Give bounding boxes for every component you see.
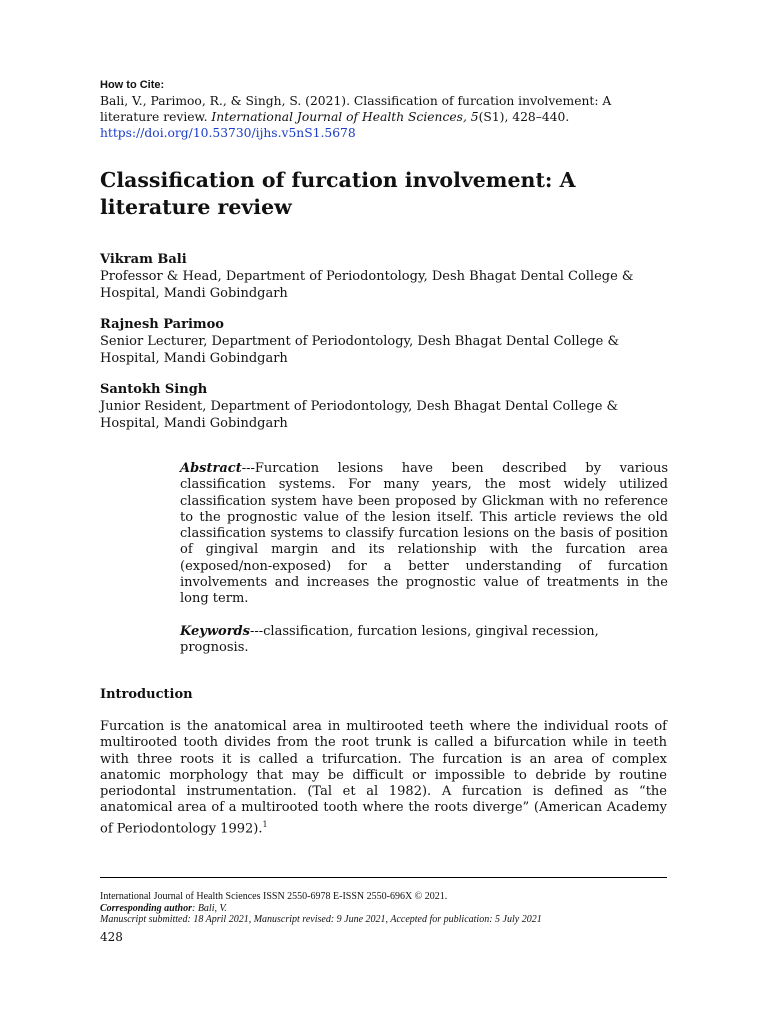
citation-journal: International Journal of Health Sciences, 5 (211, 110, 479, 124)
author-affiliation-line2: Hospital, Mandi Gobindgarh (100, 286, 288, 301)
how-to-cite-label (100, 77, 670, 93)
author-name: Vikram Bali (100, 252, 187, 267)
how-to-cite-colon: : (160, 79, 165, 91)
how-to-cite-label-text: How to Cite (100, 79, 161, 91)
article-title: Classification of furcation involvement: A literature review (100, 168, 576, 219)
author-affiliation-line1: Senior Lecturer, Department of Periodontology, Desh Bhagat Dental College & (100, 334, 620, 349)
keywords-label: Keywords (180, 624, 250, 639)
keywords-text: ---classification, furcation lesions, gingival recession, prognosis. (180, 624, 599, 656)
page-number: 428 (100, 930, 123, 944)
introduction-text: Furcation is the anatomical area in multirooted teeth where the individual roots of multirooted tooth divides from the root trunk is called a bifurcation while in teeth with three roots it is called a trifurcation. The furcation is an area of complex anatomic morphology that may be difficult or impossible to debride by routine periodontal instrumentation. (Tal et al 1982). A furcation is defined as “the anatomical area of a multirooted tooth where the roots diverge” (American Academy of Periodontology 1992). (100, 719, 667, 837)
author-affiliation-line2: Hospital, Mandi Gobindgarh (100, 416, 288, 431)
author-block-1 (100, 251, 680, 302)
corresponding-author-value: : Bali, V. (191, 902, 227, 914)
footer-divider (100, 877, 667, 878)
author-block-2 (100, 316, 680, 367)
page-footer (100, 891, 680, 926)
citation-text (100, 94, 611, 124)
citation-authors-title: Bali, V., Parimoo, R., & Singh, S. (2021). Classification of furcation involvement: A literature review. (100, 94, 612, 124)
author-block-3 (100, 381, 680, 432)
introduction-heading: Introduction (100, 687, 193, 702)
how-to-cite-block (100, 77, 670, 141)
journal-issn-line: International Journal of Health Sciences ISSN 2550-6978 E-ISSN 2550-696X © 2021. (100, 891, 448, 902)
corresponding-author-line (100, 903, 680, 915)
manuscript-dates-line: Manuscript submitted: 18 April 2021, Manuscript revised: 9 June 2021, Accepted for publication: 5 July 2021 (100, 914, 542, 925)
author-affiliation-line2: Hospital, Mandi Gobindgarh (100, 351, 288, 366)
abstract (180, 461, 668, 608)
abstract-label: Abstract (180, 461, 242, 476)
abstract-text: ---Furcation lesions have been described by various classification systems. For many years, the most widely utilized classification system have been proposed by Glickman with no reference to the prognostic value of the lesion itself. This article reviews the old classification systems to classify furcation lesions on the basis of position of gingival margin and its relationship with the furcation area (exposed/non-exposed) for a better understanding of furcation involvements and increases the prognostic value of treatments in the long term. (180, 461, 668, 607)
corresponding-author-label: Corresponding author (100, 902, 192, 914)
author-name: Rajnesh Parimoo (100, 317, 224, 332)
introduction-paragraph (100, 719, 667, 837)
citation-superscript: 1 (262, 819, 268, 829)
author-name: Santokh Singh (100, 382, 208, 397)
keywords (180, 624, 668, 657)
author-affiliation-line1: Professor & Head, Department of Periodontology, Desh Bhagat Dental College & (100, 269, 634, 284)
citation-issue-pages: (S1), 428–440. (478, 110, 570, 124)
doi-link[interactable]: https://doi.org/10.53730/ijhs.v5nS1.5678 (100, 126, 356, 140)
author-affiliation-line1: Junior Resident, Department of Periodontology, Desh Bhagat Dental College & (100, 399, 619, 414)
